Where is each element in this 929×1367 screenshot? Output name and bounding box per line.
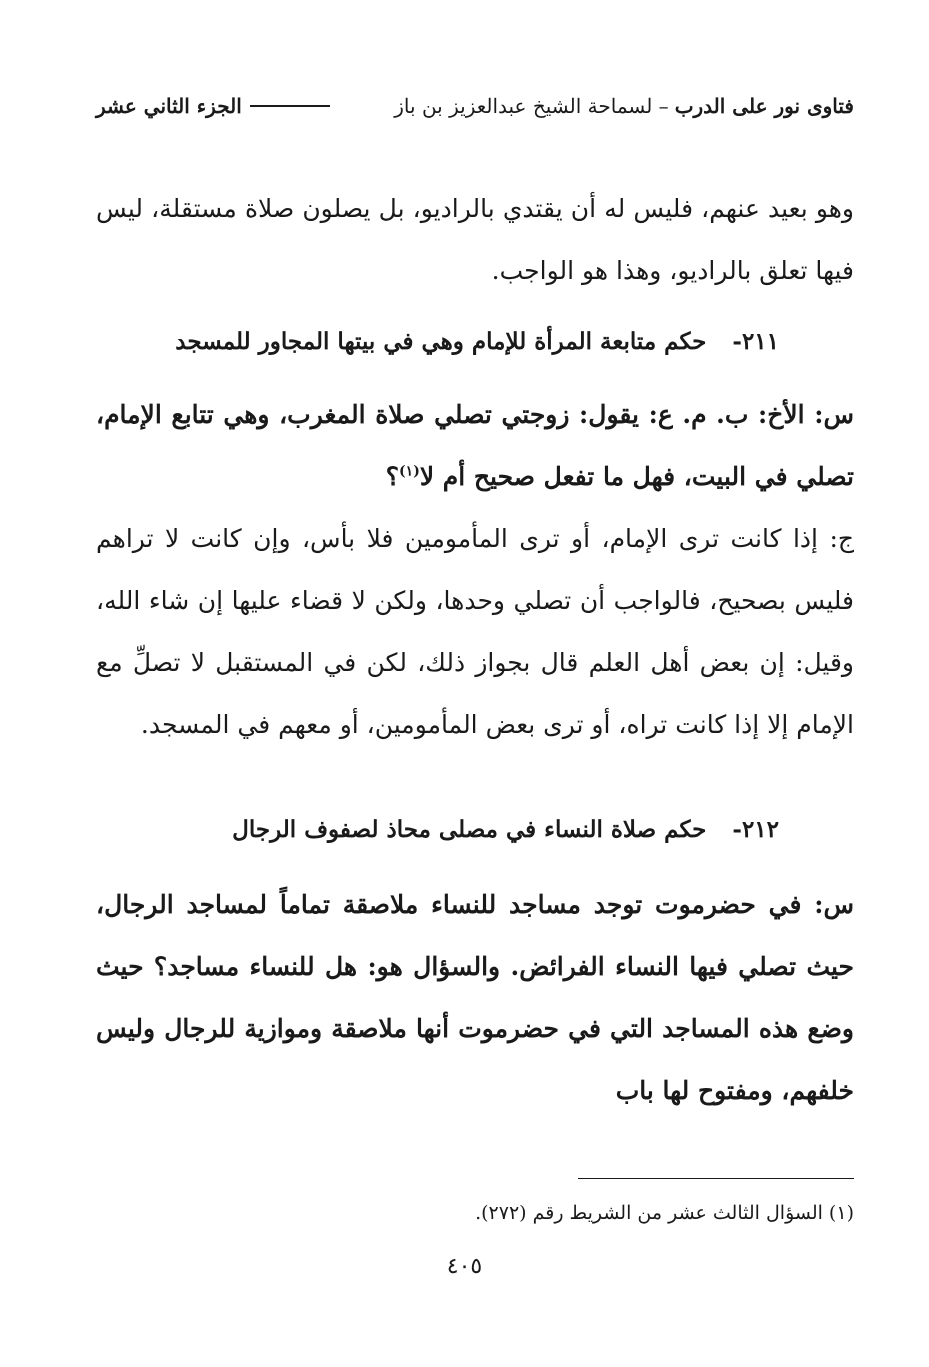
header-volume-group xyxy=(96,94,338,118)
question-text: زوجتي تصلي صلاة المغرب، وهي تتابع الإمام، تصلي في البيت، فهل ما تفعل صحيح أم لا xyxy=(96,400,854,491)
footnote: (١) السؤال الثالث عشر من الشريط رقم (٢٧٢). xyxy=(475,1202,854,1224)
header-rule xyxy=(250,105,330,107)
section-title: حكم صلاة النساء في مصلى محاذ لصفوف الرجال xyxy=(232,816,707,843)
header-author: – لسماحة الشيخ عبدالعزيز بن باز xyxy=(394,94,669,118)
question-prefix: س: xyxy=(801,890,854,919)
section-number: ٢١٢- xyxy=(732,816,779,843)
footnote-divider xyxy=(578,1178,854,1179)
section-number: ٢١١- xyxy=(732,328,779,355)
page-number: ٤٠٥ xyxy=(446,1254,483,1279)
question-text: في حضرموت توجد مساجد للنساء ملاصقة تماماً لمساجد الرجال، حيث تصلي فيها النساء الفرائض. والسؤال هو: هل للنساء مساجد؟ حيث وضع هذه المساجد التي في حضرموت أنها ملاصقة وموازية للرجال وليس خلفهم، ومفتوح لها باب xyxy=(96,890,854,1105)
running-header xyxy=(96,88,854,124)
section-heading-212 xyxy=(96,810,779,850)
footnote-reference: (١) xyxy=(399,463,420,480)
question-212 xyxy=(96,874,854,1122)
intro-paragraph: وهو بعيد عنهم، فليس له أن يقتدي بالراديو، بل يصلون صلاة مستقلة، ليس فيها تعلق بالراديو، وهذا هو الواجب. xyxy=(96,194,854,285)
header-volume: الجزء الثاني عشر xyxy=(96,94,242,118)
header-book-title: فتاوى نور على الدرب xyxy=(674,94,854,118)
section-title: حكم متابعة المرأة للإمام وهي في بيتها المجاور للمسجد xyxy=(175,328,707,355)
header-book-info xyxy=(394,94,854,118)
question-211 xyxy=(96,384,854,508)
section-heading-211 xyxy=(96,322,779,362)
question-end: ؟ xyxy=(385,462,400,491)
answer-211: ج: إذا كانت ترى الإمام، أو ترى المأمومين فلا بأس، وإن كانت لا تراهم فليس بصحيح، فالواجب أن تصلي وحدها، ولكن لا قضاء عليها إن شاء الله، وقيل: إن بعض أهل العلم قال بجواز ذلك، لكن في المستقبل لا تصلِّ مع الإمام إلا إذا كانت تراه، أو ترى بعض المأمومين، أو معهم في المسجد. xyxy=(96,524,854,739)
question-prefix: س: الأخ: ب. م. ع: يقول: xyxy=(569,400,854,429)
